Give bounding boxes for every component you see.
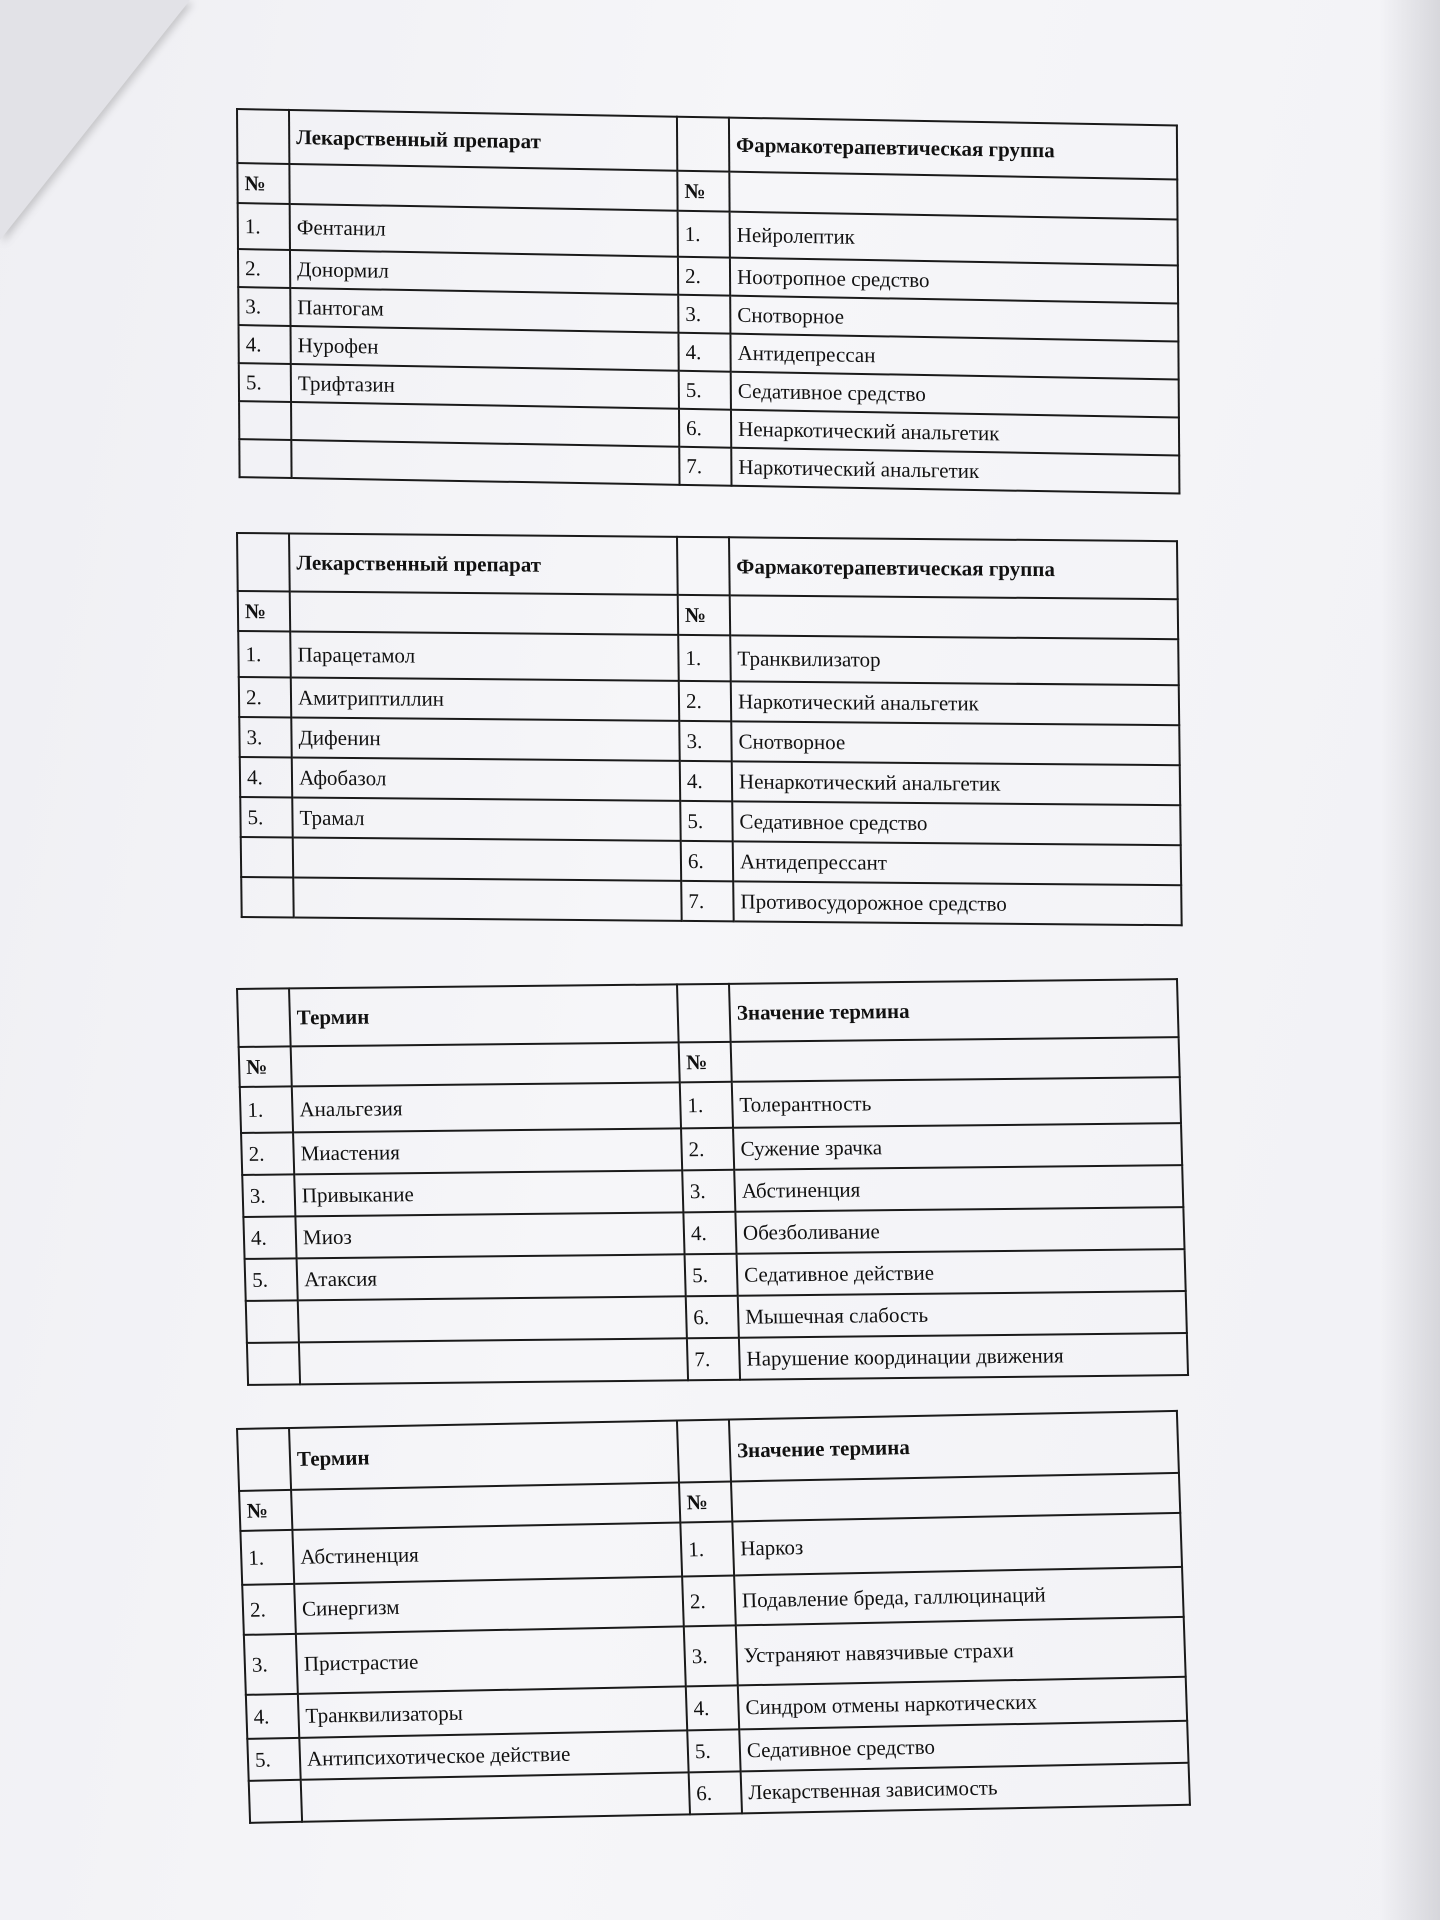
right-item-number: 5.: [687, 1729, 740, 1772]
left-item-text: Фентанил: [290, 204, 678, 257]
right-item-text: Абстиненция: [734, 1165, 1183, 1212]
right-item-text: Ноотропное средство: [730, 258, 1178, 304]
header-blank-right: [677, 117, 729, 172]
right-item-number: 1.: [678, 635, 731, 681]
number-symbol-left: №: [237, 163, 289, 204]
page-edge-shadow: [1380, 0, 1440, 1920]
header-right: Значение термина: [729, 1411, 1179, 1482]
left-item-number: 4.: [239, 325, 291, 364]
right-item-text: Синдром отмены наркотических: [738, 1677, 1187, 1730]
left-item-number: 3.: [244, 1634, 298, 1695]
left-item-text: Транквилизаторы: [298, 1686, 687, 1737]
right-item-number: 7.: [687, 1338, 740, 1381]
right-item-text: Ненаркотический анальгетик: [732, 761, 1180, 805]
left-item-text: Антипсихотическое действие: [299, 1730, 688, 1779]
number-symbol-left: №: [238, 591, 290, 631]
left-item-number: 2.: [241, 1132, 294, 1175]
number-symbol-left: №: [239, 1046, 292, 1087]
left-item-text: Атаксия: [297, 1254, 686, 1300]
left-item-text: Анальгезия: [292, 1082, 681, 1132]
matching-table-4: [236, 1410, 1189, 1824]
table-grid: [236, 532, 1183, 926]
right-item-text: Наркоз: [732, 1513, 1182, 1576]
left-item-number: [241, 877, 293, 917]
right-item-number: 1.: [680, 1082, 733, 1129]
left-item-number: 4.: [246, 1694, 299, 1739]
left-item-number: 5.: [239, 363, 291, 402]
left-item-number: 5.: [247, 1738, 300, 1781]
table-grid: [236, 108, 1180, 495]
right-item-text: Снотворное: [731, 721, 1179, 765]
blank-cell: [291, 1042, 680, 1086]
left-item-number: 1.: [240, 1086, 293, 1133]
right-item-text: Лекарственная зависимость: [741, 1763, 1190, 1814]
table-row: [238, 631, 1179, 685]
right-item-text: Антидепрессант: [733, 841, 1181, 885]
left-item-text: [299, 1338, 688, 1384]
left-item-text: [298, 1296, 687, 1342]
right-item-number: 1.: [678, 211, 730, 258]
left-item-number: 5.: [245, 1258, 298, 1301]
left-item-number: [246, 1300, 299, 1343]
left-item-text: [293, 838, 681, 881]
left-item-text: Амитриптиллин: [291, 677, 679, 720]
right-item-number: 4.: [678, 333, 730, 372]
right-item-number: 3.: [682, 1170, 735, 1213]
header-left: Термин: [289, 984, 679, 1046]
right-item-number: 6.: [686, 1296, 739, 1339]
right-item-text: Устраняют навязчивые страхи: [736, 1617, 1186, 1686]
left-item-text: Привыкание: [294, 1170, 683, 1216]
left-item-number: 5.: [240, 797, 292, 837]
header-right: Значение термина: [729, 979, 1179, 1042]
left-item-number: 2.: [239, 677, 291, 717]
left-item-text: Афобазол: [292, 757, 680, 800]
header-right: Фармакотерапевтическая группа: [729, 118, 1177, 180]
right-item-number: 2.: [681, 1128, 734, 1171]
right-item-number: 7.: [679, 447, 731, 486]
folded-page-corner: [0, 0, 190, 240]
left-item-number: 1.: [238, 203, 290, 250]
matching-table-3: [236, 978, 1187, 1386]
right-item-text: Сужение зрачка: [733, 1123, 1182, 1170]
left-item-text: Абстиненция: [292, 1522, 682, 1583]
right-item-number: 4.: [683, 1212, 736, 1255]
right-item-text: Мышечная слабость: [738, 1291, 1187, 1338]
header-left: Лекарственный препарат: [289, 533, 678, 594]
left-item-number: 3.: [238, 287, 290, 326]
left-item-number: 2.: [238, 249, 290, 288]
left-item-text: Трамал: [292, 798, 680, 841]
header-row: [237, 533, 1178, 599]
left-item-text: [293, 878, 681, 921]
header-blank-right: [677, 984, 731, 1043]
right-item-text: Седативное средство: [739, 1721, 1188, 1772]
right-item-text: Седативное средство: [731, 372, 1179, 418]
right-item-number: 2.: [682, 1575, 736, 1626]
right-item-number: 6.: [679, 409, 731, 448]
left-item-number: 4.: [243, 1216, 296, 1259]
right-item-number: 4.: [686, 1685, 739, 1730]
right-item-text: Антидепрессан: [730, 334, 1178, 380]
left-item-number: [249, 1780, 302, 1823]
right-item-number: 7.: [681, 881, 733, 921]
left-item-text: Синергизм: [294, 1576, 684, 1633]
number-symbol-right: №: [679, 1042, 732, 1083]
left-item-text: [291, 440, 679, 485]
left-item-text: Парацетамол: [290, 631, 679, 680]
number-symbol-left: №: [239, 1490, 292, 1531]
left-item-text: Дифенин: [291, 717, 679, 760]
left-item-number: 4.: [240, 757, 292, 797]
header-left: Термин: [289, 1421, 679, 1490]
left-item-number: 1.: [238, 631, 291, 677]
header-blank-right: [677, 537, 730, 595]
left-item-text: Донормил: [290, 250, 678, 295]
right-item-number: 5.: [685, 1254, 738, 1297]
right-item-number: 6.: [681, 841, 733, 881]
right-item-number: 5.: [679, 371, 731, 410]
left-item-text: Нурофен: [291, 326, 679, 371]
blank-cell: [290, 591, 678, 634]
left-item-number: 1.: [240, 1530, 294, 1585]
right-item-text: Ненаркотический анальгетик: [731, 410, 1179, 456]
header-blank-right: [677, 1420, 731, 1483]
header-blank-left: [237, 1428, 291, 1491]
header-blank-left: [237, 109, 289, 164]
left-item-text: Пантогам: [290, 288, 678, 333]
number-symbol-right: №: [677, 171, 729, 212]
left-item-number: [241, 837, 293, 877]
header-row: [237, 979, 1179, 1047]
right-item-text: Толерантность: [732, 1077, 1181, 1128]
left-item-text: Пристрастие: [296, 1626, 686, 1693]
right-item-text: Нейролептик: [730, 212, 1178, 266]
matching-table-2: [236, 532, 1181, 926]
blank-cell: [731, 1037, 1180, 1082]
header-right: Фармакотерапевтическая группа: [729, 537, 1178, 599]
left-item-number: [247, 1342, 300, 1385]
left-item-text: Миоз: [295, 1212, 684, 1258]
right-item-text: Обезболивание: [735, 1207, 1184, 1254]
right-item-number: 1.: [680, 1521, 734, 1576]
table-row: [247, 1333, 1188, 1385]
right-item-number: 5.: [680, 801, 732, 841]
left-item-text: [301, 1772, 690, 1821]
blank-cell: [289, 164, 677, 211]
left-item-text: Миастения: [293, 1128, 682, 1174]
number-symbol-right: №: [678, 595, 730, 635]
right-item-text: Подавление бреда, галлюцинаций: [734, 1567, 1184, 1626]
table-row: [241, 877, 1181, 925]
right-item-number: 3.: [684, 1625, 738, 1686]
right-item-number: 2.: [678, 257, 730, 296]
left-item-number: 3.: [242, 1174, 295, 1217]
header-blank-left: [237, 533, 290, 591]
right-item-text: Снотворное: [730, 296, 1178, 342]
right-item-text: Противосудорожное средство: [733, 881, 1181, 925]
table-grid: [236, 1410, 1191, 1824]
left-item-number: [239, 439, 291, 478]
right-item-number: 4.: [680, 761, 732, 801]
right-item-number: 6.: [689, 1771, 742, 1814]
right-item-text: Наркотический анальгетик: [731, 448, 1179, 494]
header-left: Лекарственный препарат: [289, 110, 677, 171]
right-item-text: Седативное средство: [732, 801, 1180, 845]
right-item-number: 2.: [679, 681, 731, 721]
table-grid: [236, 978, 1189, 1386]
right-item-number: 3.: [679, 721, 731, 761]
left-item-text: Трифтазин: [291, 364, 679, 409]
left-item-number: 3.: [239, 717, 291, 757]
right-item-number: 3.: [678, 295, 730, 334]
right-item-text: Седативное действие: [737, 1249, 1186, 1296]
left-item-number: 2.: [242, 1584, 296, 1635]
right-item-text: Транквилизатор: [730, 635, 1179, 685]
number-symbol-right: №: [679, 1482, 732, 1523]
header-blank-left: [237, 988, 291, 1047]
left-item-number: [239, 401, 291, 440]
matching-table-1: [236, 108, 1178, 495]
blank-cell: [730, 595, 1178, 639]
right-item-text: Нарушение координации движения: [739, 1333, 1188, 1380]
right-item-text: Наркотический анальгетик: [731, 681, 1179, 725]
